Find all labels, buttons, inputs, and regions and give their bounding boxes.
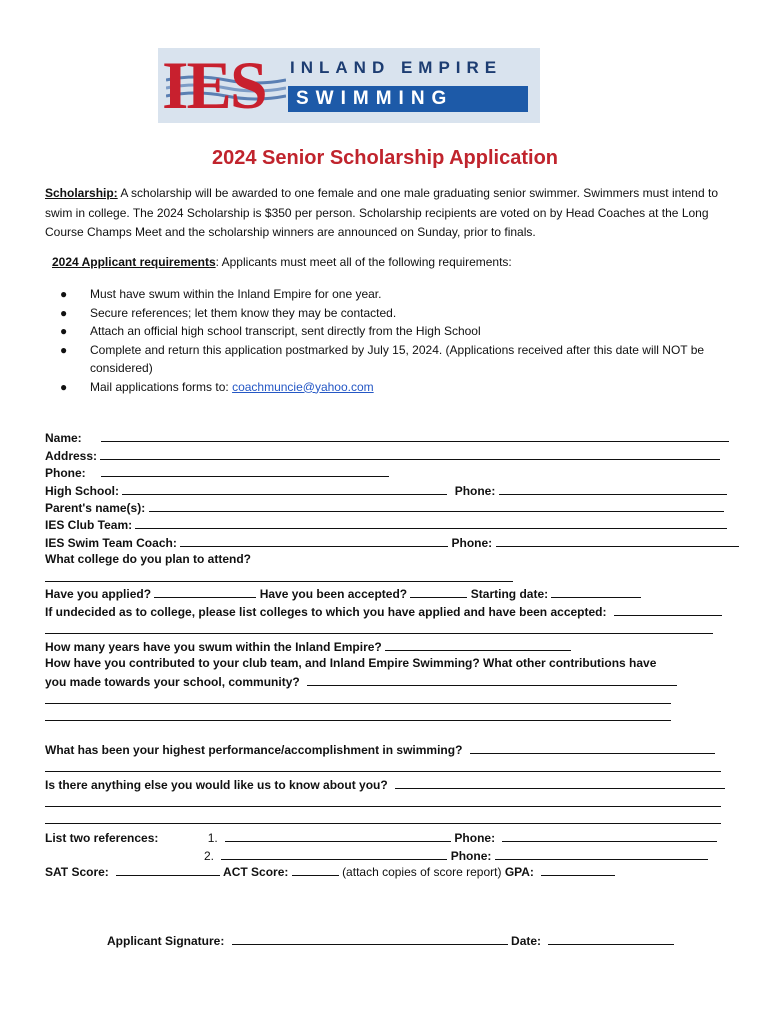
high-school-row: High School: Phone: bbox=[45, 481, 727, 499]
years-row: How many years have you swum within the Inland Empire? bbox=[45, 637, 571, 655]
high-school-field[interactable] bbox=[122, 481, 447, 495]
club-team-field[interactable] bbox=[135, 515, 727, 529]
reference-2-field[interactable] bbox=[221, 846, 447, 860]
sat-field[interactable] bbox=[116, 862, 220, 876]
signature-field[interactable] bbox=[232, 931, 508, 945]
bullet-icon: ● bbox=[60, 324, 68, 338]
bullet-icon: ● bbox=[60, 305, 68, 320]
list-item: ● Secure references; let them know they may be contacted. bbox=[60, 304, 720, 323]
logo-line-1: INLAND EMPIRE bbox=[290, 58, 503, 77]
reference-2-row: 2. Phone: bbox=[45, 846, 708, 864]
highest-row: What has been your highest performance/accomplishment in swimming? bbox=[45, 740, 715, 758]
date-field[interactable] bbox=[548, 931, 674, 945]
reference-1-phone-field[interactable] bbox=[502, 828, 717, 842]
coach-field[interactable] bbox=[180, 533, 448, 547]
contribution-line-1[interactable] bbox=[45, 703, 671, 705]
intro-text: A scholarship will be awarded to one female and one male graduating senior swimmer. Swimmers must intend to swim in college. The 2024 Scholarship is $350 per person. Scholarship recipients are voted on by Head Coaches at the Long Course Champs Meet and the scholarship winners are announced on Sunday, prior to finals. bbox=[45, 186, 718, 239]
contribution-field[interactable] bbox=[307, 672, 677, 686]
applied-row: Have you applied? Have you been accepted? Starting date: bbox=[45, 584, 641, 602]
page-title: 2024 Senior Scholarship Application bbox=[211, 147, 558, 169]
highest-field[interactable] bbox=[470, 740, 715, 754]
reference-2-phone-field[interactable] bbox=[495, 846, 708, 860]
phone-field[interactable] bbox=[101, 463, 389, 477]
name-field[interactable] bbox=[101, 428, 729, 442]
phone-row: Phone: bbox=[45, 463, 389, 481]
high-school-phone-field[interactable] bbox=[499, 481, 727, 495]
application-form bbox=[45, 0, 745, 1024]
address-field[interactable] bbox=[100, 446, 720, 460]
scores-row: SAT Score: ACT Score: (attach copies of score report) GPA: bbox=[45, 862, 615, 880]
club-team-row: IES Club Team: bbox=[45, 515, 727, 533]
parents-field[interactable] bbox=[149, 498, 724, 512]
list-item: ● Mail applications forms to: coachmuncie@yahoo.com bbox=[60, 378, 720, 397]
signature-row: Applicant Signature: Date: bbox=[107, 931, 674, 949]
anything-row: Is there anything else you would like us to know about you? bbox=[45, 775, 725, 793]
requirements-text: : Applicants must meet all of the following requirements: bbox=[215, 255, 512, 269]
list-item: ● Complete and return this application postmarked by July 15, 2024. (Applications received after this date will NOT be considered) bbox=[60, 342, 705, 375]
coach-phone-field[interactable] bbox=[496, 533, 739, 547]
reference-1-field[interactable] bbox=[225, 828, 451, 842]
anything-field[interactable] bbox=[395, 775, 725, 789]
name-row: Name: bbox=[45, 428, 729, 446]
reference-1-row: List two references: 1. Phone: bbox=[45, 828, 717, 846]
contribution-line-2[interactable] bbox=[45, 720, 671, 722]
college-field[interactable] bbox=[45, 581, 513, 583]
list-item: ● Attach an official high school transcript, sent directly from the High School bbox=[60, 322, 720, 341]
requirements-label: 2024 Applicant requirements bbox=[52, 255, 216, 269]
list-item: ● Must have swum within the Inland Empire for one year. bbox=[60, 285, 720, 304]
applied-field[interactable] bbox=[154, 584, 256, 598]
years-field[interactable] bbox=[385, 637, 571, 651]
starting-date-field[interactable] bbox=[551, 584, 641, 598]
coach-row: IES Swim Team Coach: Phone: bbox=[45, 533, 739, 551]
contribution-row-2: you made towards your school, community? bbox=[45, 672, 677, 690]
logo-line-2: SWIMMING bbox=[296, 88, 454, 109]
accepted-field[interactable] bbox=[410, 584, 467, 598]
bullet-icon: ● bbox=[60, 379, 68, 394]
logo-letters: IES bbox=[162, 47, 266, 123]
intro-label: Scholarship: bbox=[45, 186, 118, 200]
anything-line-1[interactable] bbox=[45, 806, 721, 808]
act-field[interactable] bbox=[292, 862, 339, 876]
bullet-icon: ● bbox=[60, 342, 68, 357]
parents-row: Parent's name(s): bbox=[45, 498, 724, 516]
highest-line[interactable] bbox=[45, 771, 721, 773]
bullet-icon: ● bbox=[60, 287, 68, 301]
anything-line-2[interactable] bbox=[45, 823, 721, 825]
college-question: What college do you plan to attend? bbox=[45, 552, 251, 566]
undecided-row: If undecided as to college, please list colleges to which you have applied and have been accepted: bbox=[45, 602, 722, 620]
contribution-row-1: How have you contributed to your club team, and Inland Empire Swimming? What other contributions have bbox=[45, 656, 657, 670]
gpa-field[interactable] bbox=[541, 862, 615, 876]
undecided-field[interactable] bbox=[614, 602, 722, 616]
email-link[interactable]: coachmuncie@yahoo.com bbox=[232, 379, 374, 394]
undecided-field-line[interactable] bbox=[45, 633, 713, 635]
address-row: Address: bbox=[45, 446, 720, 464]
